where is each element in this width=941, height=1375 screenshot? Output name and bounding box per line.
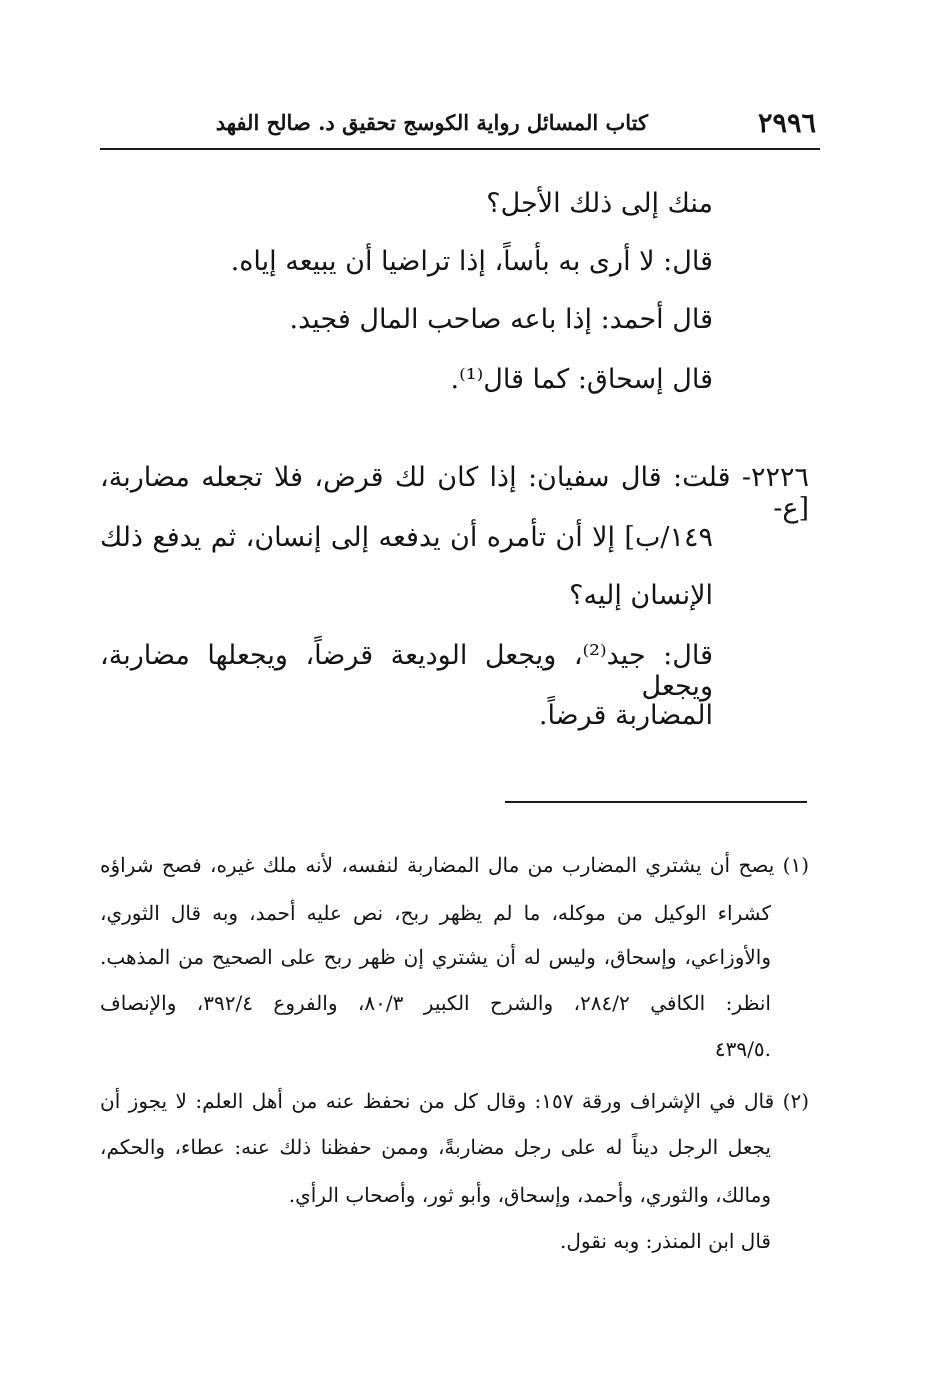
footnote-1-line-3: والأوزاعي، وإسحاق، وليس له أن يشتري إن ظهر ربح على الصحيح من المذهب.	[100, 945, 771, 969]
footnote-2-line-3: ومالك، والثوري، وأحمد، وإسحاق، وأبو ثور، وأصحاب الرأي.	[288, 1183, 771, 1207]
issue-2226-line-3: الإنسان إليه؟	[569, 580, 713, 611]
issue-2226-line-1: ٢٢٢٦- قلت: قال سفيان: إذا كان لك قرض، فلا تجعله مضاربة، [ع-	[100, 462, 809, 524]
body-line-4: قال إسحاق: كما قال⁽¹⁾.	[450, 364, 713, 395]
footnote-separator	[505, 801, 807, 803]
footnote-1-line-2: كشراء الوكيل من موكله، ما لم يظهر ربح، نص عليه أحمد، وبه قال الثوري،	[100, 901, 771, 925]
body-line-1: منك إلى ذلك الأجل؟	[486, 188, 713, 219]
issue-2226-line-2: ١٤٩/ب] إلا أن تأمره أن يدفعه إلى إنسان، ثم يدفع ذلك	[100, 522, 713, 553]
answer-line-2: المضاربة قرضاً.	[538, 700, 713, 731]
answer-line-1: قال: جيد⁽²⁾، ويجعل الوديعة قرضاً، ويجعلها مضاربة، ويجعل	[100, 640, 713, 702]
footnote-1-line-5: ٤٣٩/٥.	[714, 1037, 771, 1061]
body-line-2: قال: لا أرى به بأساً، إذا تراضيا أن يبيعه إياه.	[230, 246, 713, 277]
page-header	[100, 104, 820, 148]
footnote-1-line-1: (١) يصح أن يشتري المضارب من مال المضاربة لنفسه، لأنه ملك غيره، فصح شراؤه	[100, 853, 809, 877]
header-rule	[100, 148, 820, 150]
footnote-2-line-4: قال ابن المنذر: وبه نقول.	[560, 1229, 771, 1253]
page-number: ٢٩٩٦	[757, 108, 816, 139]
body-line-3: قال أحمد: إذا باعه صاحب المال فجيد.	[289, 304, 713, 335]
running-title: كتاب المسائل رواية الكوسج تحقيق د. صالح الفهد	[215, 110, 648, 135]
footnote-2-line-2: يجعل الرجل ديناً له على رجل مضاربةً، وممن حفظنا ذلك عنه: عطاء، والحكم،	[100, 1135, 771, 1159]
footnote-1-line-4: انظر: الكافي ٢٨٤/٢، والشرح الكبير ٨٠/٣، والفروع ٣٩٢/٤، والإنصاف	[100, 991, 771, 1015]
footnote-2-line-1: (٢) قال في الإشراف ورقة ١٥٧: وقال كل من نحفظ عنه من أهل العلم: لا يجوز أن	[100, 1089, 809, 1113]
